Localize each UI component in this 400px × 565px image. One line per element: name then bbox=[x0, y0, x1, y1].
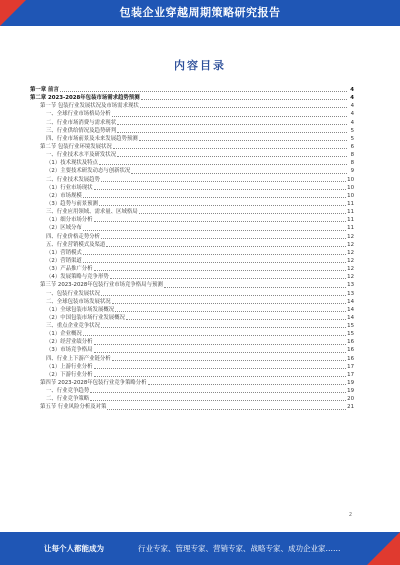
toc-entry-page: 13 bbox=[347, 282, 354, 289]
toc-leader-dots bbox=[107, 408, 346, 410]
toc-leader-dots bbox=[99, 163, 347, 165]
toc-entry-page: 17 bbox=[347, 371, 354, 378]
toc-entry[interactable] bbox=[30, 200, 354, 208]
toc-leader-dots bbox=[113, 147, 347, 149]
toc-entry-title: 第三节 2023-2028年包装行业市场竞争格局与预测 bbox=[40, 282, 163, 289]
toc-entry-title: （1）企业概况 bbox=[46, 331, 82, 338]
toc-entry[interactable] bbox=[30, 224, 354, 232]
toc-entry[interactable] bbox=[30, 249, 354, 257]
toc-entry[interactable] bbox=[30, 143, 354, 151]
toc-entry-title: 五、行业营销模式及渠道 bbox=[46, 241, 106, 248]
toc-entry-title: 二、行业技术发展趋势 bbox=[46, 176, 100, 183]
toc-entry-title: （2）下游行业分析 bbox=[46, 371, 93, 378]
toc-entry-page: 10 bbox=[347, 192, 354, 199]
toc-entry[interactable] bbox=[30, 387, 354, 395]
toc-entry-title: 三、重点企业竞争状况 bbox=[46, 323, 100, 330]
toc-leader-dots bbox=[139, 212, 346, 214]
toc-entry-title: 四、行业价格走势分析 bbox=[46, 233, 100, 240]
toc-entry[interactable] bbox=[30, 347, 354, 355]
toc-entry[interactable] bbox=[30, 241, 354, 249]
toc-entry[interactable] bbox=[30, 233, 354, 241]
toc-entry-title: （2）主要技术研发动态与创新状况 bbox=[46, 168, 131, 175]
toc-entry-title: （1）行业市场现状 bbox=[46, 184, 93, 191]
toc-entry-title: （2）中国包装市场行业发展概况 bbox=[46, 314, 125, 321]
toc-entry-title: 第二章 2023-2028年包装市场需求趋势预测 bbox=[30, 95, 140, 102]
toc-entry[interactable] bbox=[30, 314, 354, 322]
toc-entry-title: （1）营销模式 bbox=[46, 249, 82, 256]
toc-entry-title: 二、行业竞争策略 bbox=[46, 396, 90, 403]
toc-leader-dots bbox=[141, 98, 347, 100]
toc-entry-title: 第一节 包装行业发展状况及市场需求现状 bbox=[40, 103, 139, 110]
toc-entry-title: 四、行业市场前景及未来发展趋势预测 bbox=[46, 135, 138, 142]
toc-entry[interactable] bbox=[30, 338, 354, 346]
toc-entry-page: 17 bbox=[347, 363, 354, 370]
toc-entry-page: 10 bbox=[347, 176, 354, 183]
toc-leader-dots bbox=[106, 245, 346, 247]
toc-entry-title: （1）上游行业分析 bbox=[46, 363, 93, 370]
toc-leader-dots bbox=[164, 286, 346, 288]
toc-leader-dots bbox=[117, 123, 347, 125]
toc-entry-title: 一、行业技术水平及研发状况 bbox=[46, 152, 117, 159]
toc-entry[interactable] bbox=[30, 176, 354, 184]
toc-entry-page: 4 bbox=[350, 119, 354, 126]
toc-entry-title: 一、行业竞争趋势 bbox=[46, 388, 90, 395]
toc-leader-dots bbox=[94, 367, 347, 369]
toc-entry[interactable] bbox=[30, 322, 354, 330]
footer-corner-accent bbox=[367, 532, 400, 565]
toc-entry-page: 12 bbox=[347, 257, 354, 264]
toc-entry[interactable] bbox=[30, 216, 354, 224]
toc-entry[interactable] bbox=[30, 265, 354, 273]
toc-entry-page: 19 bbox=[347, 380, 354, 387]
toc-leader-dots bbox=[112, 115, 347, 117]
toc-entry[interactable] bbox=[30, 110, 354, 118]
toc-entry-title: （3）趋势与前景预测 bbox=[46, 200, 98, 207]
toc-entry-title: 二、行业市场消费与需求现状 bbox=[46, 119, 117, 126]
toc-entry[interactable] bbox=[30, 184, 354, 192]
report-title: 包装企业穿越周期策略研究报告 bbox=[119, 6, 281, 19]
toc-entry-page: 12 bbox=[347, 233, 354, 240]
toc-entry[interactable] bbox=[30, 257, 354, 265]
toc-leader-dots bbox=[101, 237, 346, 239]
toc-entry-page: 20 bbox=[347, 396, 354, 403]
toc-leader-dots bbox=[83, 253, 346, 255]
toc-leader-dots bbox=[94, 269, 347, 271]
toc-leader-dots bbox=[126, 318, 346, 320]
toc-entry-title: （4）发展策略与竞争形势 bbox=[46, 274, 109, 281]
toc-entry-title: 三、行业应用领域、需求量、区域格局 bbox=[46, 209, 138, 216]
toc-entry[interactable] bbox=[30, 281, 354, 289]
toc-entry-page: 5 bbox=[350, 135, 354, 142]
toc-entry[interactable] bbox=[30, 159, 354, 167]
toc-entry[interactable] bbox=[30, 371, 354, 379]
toc-entry-title: 第五节 行业风险分析及对策 bbox=[40, 404, 107, 411]
toc-entry[interactable] bbox=[30, 127, 354, 135]
toc-entry-title: （1）全球包装市场发展概况 bbox=[46, 306, 115, 313]
toc-leader-dots bbox=[112, 359, 346, 361]
toc-entry-title: （3）产品推广分析 bbox=[46, 266, 93, 273]
toc-entry-page: 12 bbox=[347, 274, 354, 281]
toc-entry[interactable] bbox=[30, 355, 354, 363]
toc-leader-dots bbox=[117, 155, 347, 157]
toc-entry-page: 16 bbox=[347, 339, 354, 346]
toc-leader-dots bbox=[115, 310, 346, 312]
toc-entry-title: 第一章 前言 bbox=[30, 86, 59, 93]
toc-entry-page: 5 bbox=[350, 127, 354, 134]
toc-entry[interactable] bbox=[30, 167, 354, 175]
toc-entry-title: 三、行业供给情况及趋势研判 bbox=[46, 127, 117, 134]
toc-leader-dots bbox=[140, 106, 347, 108]
toc-entry[interactable] bbox=[30, 298, 354, 306]
toc-entry-page: 11 bbox=[347, 217, 354, 224]
toc-entry-title: 一、包装行业发展状况 bbox=[46, 290, 100, 297]
footer-band bbox=[0, 532, 400, 565]
toc-entry[interactable] bbox=[30, 151, 354, 159]
toc-leader-dots bbox=[101, 326, 346, 328]
toc-leader-dots bbox=[94, 188, 347, 190]
toc-entry[interactable] bbox=[30, 306, 354, 314]
toc-entry-title: （2）经营业绩分析 bbox=[46, 339, 93, 346]
toc-entry-page: 14 bbox=[347, 298, 354, 305]
toc-leader-dots bbox=[83, 229, 346, 231]
toc-leader-dots bbox=[94, 343, 347, 345]
toc-entry[interactable] bbox=[30, 290, 354, 298]
toc-entry-title: 第四节 2023-2028年包装行业竞争策略分析 bbox=[40, 380, 147, 387]
toc-entry-title: 第二节 包装行业环境发展状况 bbox=[40, 143, 112, 150]
toc-entry-page: 11 bbox=[347, 209, 354, 216]
toc-entry-page: 8 bbox=[350, 152, 354, 159]
toc-leader-dots bbox=[139, 139, 347, 141]
toc-entry-page: 14 bbox=[347, 314, 354, 321]
toc-leader-dots bbox=[148, 383, 347, 385]
toc-entry-page: 8 bbox=[350, 160, 354, 167]
toc-entry[interactable] bbox=[30, 208, 354, 216]
toc-entry[interactable] bbox=[30, 102, 354, 110]
toc-entry-page: 9 bbox=[350, 168, 354, 175]
page-number: 2 bbox=[348, 512, 352, 518]
toc-heading: 内容目录 bbox=[174, 59, 226, 72]
toc-leader-dots bbox=[101, 294, 346, 296]
toc-leader-dots bbox=[83, 196, 346, 198]
toc-entry[interactable] bbox=[30, 86, 354, 94]
toc-entry-page: 11 bbox=[347, 200, 354, 207]
toc-entry-page: 4 bbox=[350, 111, 354, 118]
toc-leader-dots bbox=[83, 261, 346, 263]
toc-entry-title: （2）区域分布 bbox=[46, 225, 82, 232]
toc-leader-dots bbox=[94, 220, 347, 222]
toc-entry[interactable] bbox=[30, 330, 354, 338]
toc-leader-dots bbox=[90, 391, 346, 393]
toc-entry-page: 4 bbox=[350, 86, 354, 93]
toc-entry-title: 二、全球包装市场发展状况 bbox=[46, 298, 111, 305]
toc-entry-page: 15 bbox=[347, 323, 354, 330]
toc-leader-dots bbox=[94, 351, 347, 353]
toc-leader-dots bbox=[112, 302, 346, 304]
toc-entry[interactable] bbox=[30, 403, 354, 411]
toc-entry-page: 16 bbox=[347, 347, 354, 354]
toc-entry-page: 15 bbox=[347, 331, 354, 338]
toc-leader-dots bbox=[131, 172, 347, 174]
toc-leader-dots bbox=[101, 180, 346, 182]
footer-roles: 行业专家、管理专家、营销专家、战略专家、成功企业家…… bbox=[138, 544, 341, 553]
toc-entry-title: （1）技术现状及特点 bbox=[46, 160, 98, 167]
toc-entry[interactable] bbox=[30, 363, 354, 371]
toc-entry-page: 11 bbox=[347, 225, 354, 232]
toc-entry-page: 14 bbox=[347, 306, 354, 313]
toc-entry-title: （2）营销渠道 bbox=[46, 257, 82, 264]
toc-entry[interactable] bbox=[30, 379, 354, 387]
toc-entry[interactable] bbox=[30, 395, 354, 403]
toc-entry-page: 4 bbox=[350, 103, 354, 110]
toc-entry[interactable] bbox=[30, 119, 354, 127]
table-of-contents bbox=[30, 86, 354, 412]
toc-leader-dots bbox=[83, 334, 346, 336]
toc-entry[interactable] bbox=[30, 135, 354, 143]
toc-entry-page: 12 bbox=[347, 241, 354, 248]
toc-entry-title: （3）市场竞争格局 bbox=[46, 347, 93, 354]
toc-entry-title: （2）市场规模 bbox=[46, 192, 82, 199]
toc-entry-title: （1）细分市场分析 bbox=[46, 217, 93, 224]
toc-entry-page: 6 bbox=[350, 143, 354, 150]
toc-leader-dots bbox=[94, 375, 347, 377]
toc-entry-page: 13 bbox=[347, 290, 354, 297]
toc-leader-dots bbox=[90, 399, 346, 401]
toc-leader-dots bbox=[60, 90, 347, 92]
toc-leader-dots bbox=[99, 204, 346, 206]
toc-entry-page: 21 bbox=[347, 404, 354, 411]
toc-entry[interactable] bbox=[30, 94, 354, 102]
toc-leader-dots bbox=[117, 131, 347, 133]
toc-entry-title: 一、全球行业市场格局分析 bbox=[46, 111, 111, 118]
toc-entry-page: 10 bbox=[347, 184, 354, 191]
toc-entry-page: 19 bbox=[347, 388, 354, 395]
footer-slogan: 让每个人都能成为 bbox=[44, 544, 104, 553]
toc-entry-page: 16 bbox=[347, 355, 354, 362]
toc-entry[interactable] bbox=[30, 273, 354, 281]
toc-entry-page: 12 bbox=[347, 249, 354, 256]
toc-entry-title: 四、行业上下游产业链分析 bbox=[46, 355, 111, 362]
toc-entry-page: 12 bbox=[347, 266, 354, 273]
toc-entry-page: 4 bbox=[350, 95, 354, 102]
toc-leader-dots bbox=[110, 277, 346, 279]
toc-entry[interactable] bbox=[30, 192, 354, 200]
